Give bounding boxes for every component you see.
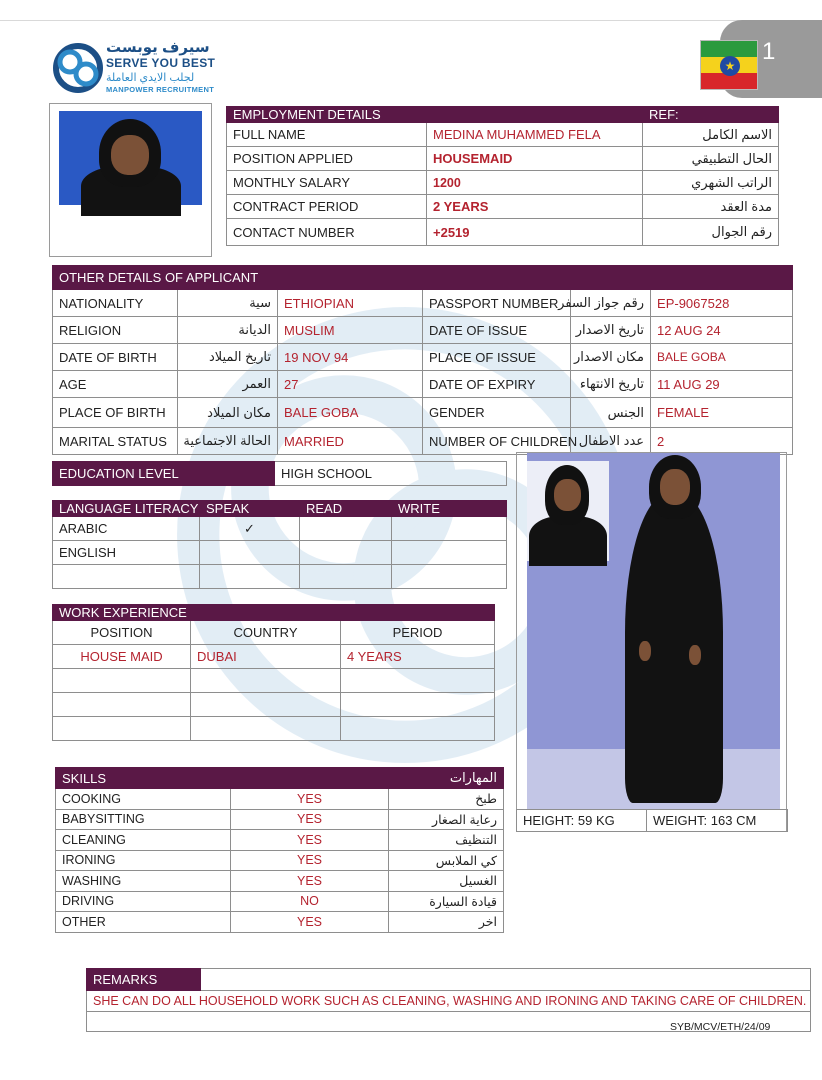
write-cell [392, 541, 507, 565]
ref-label: REF: [643, 107, 779, 123]
expiry-label: DATE OF EXPIRY [423, 371, 571, 398]
skill-value: YES [231, 871, 389, 892]
nationality-ar: سية [178, 290, 278, 317]
skills-header-mid [231, 768, 389, 789]
work-country-header: COUNTRY [191, 621, 341, 645]
skill-name: IRONING [56, 850, 231, 871]
other-details-table [52, 265, 793, 455]
skill-ar: الغسيل [389, 871, 504, 892]
passport-value: EP-9067528 [651, 290, 793, 317]
skill-row [56, 850, 504, 871]
skill-row [56, 912, 504, 933]
nationality-value: ETHIOPIAN [278, 290, 423, 317]
dob-label: DATE OF BIRTH [53, 344, 178, 371]
full-name-value: MEDINA MUHAMMED FELA [427, 123, 643, 147]
footer-code: SYB/MCV/ETH/24/09 [670, 1021, 771, 1033]
skill-ar: رعاية الصغار [389, 809, 504, 830]
weight-value: WEIGHT: 163 CM [647, 810, 788, 832]
religion-ar: الديانة [178, 317, 278, 344]
logo-english-name: SERVE YOU BEST [106, 56, 216, 70]
work-country [191, 693, 341, 717]
skill-name: BABYSITTING [56, 809, 231, 830]
employment-row [227, 147, 779, 171]
work-row [53, 693, 495, 717]
position-value: HOUSEMAID [427, 147, 643, 171]
measurements-table [516, 809, 788, 832]
age-value: 27 [278, 371, 423, 398]
work-period: 4 YEARS [341, 645, 495, 669]
employment-row [227, 171, 779, 195]
skill-ar: اخر [389, 912, 504, 933]
education-value: HIGH SCHOOL [275, 462, 507, 486]
expiry-ar: تاريخ الانتهاء [571, 371, 651, 398]
contact-value: +2519 [427, 219, 643, 246]
other-row [53, 428, 793, 455]
work-row [53, 645, 495, 669]
skill-value: YES [231, 789, 389, 810]
work-experience-table [52, 604, 495, 741]
language-row [53, 565, 507, 589]
read-cell [300, 541, 392, 565]
religion-label: RELIGION [53, 317, 178, 344]
other-row [53, 290, 793, 317]
expiry-value: 11 AUG 29 [651, 371, 793, 398]
full-name-ar: الاسم الكامل [643, 123, 779, 147]
skill-ar: كي الملابس [389, 850, 504, 871]
ethiopia-flag-icon: ★ [700, 40, 758, 90]
skill-row [56, 871, 504, 892]
religion-value: MUSLIM [278, 317, 423, 344]
issue-place-ar: مكان الاصدار [571, 344, 651, 371]
skill-value: NO [231, 891, 389, 912]
skill-value: YES [231, 912, 389, 933]
marital-value: MARRIED [278, 428, 423, 455]
skill-ar: طبخ [389, 789, 504, 810]
read-cell [300, 517, 392, 541]
work-row [53, 717, 495, 741]
issue-place-label: PLACE OF ISSUE [423, 344, 571, 371]
marital-ar: الحالة الاجتماعية [178, 428, 278, 455]
birth-place-label: PLACE OF BIRTH [53, 398, 178, 428]
speak-header: SPEAK [200, 501, 300, 517]
age-ar: العمر [178, 371, 278, 398]
top-divider [0, 20, 822, 21]
other-details-header-right [423, 266, 793, 290]
work-position [53, 693, 191, 717]
full-name-label: FULL NAME [227, 123, 427, 147]
other-details-header: OTHER DETAILS OF APPLICANT [53, 266, 423, 290]
skills-header-ar: المهارات [389, 768, 504, 789]
work-country [191, 717, 341, 741]
contract-label: CONTRACT PERIOD [227, 195, 427, 219]
logo-tagline: MANPOWER RECRUITMENT [106, 85, 215, 94]
speak-cell [200, 541, 300, 565]
skill-name: OTHER [56, 912, 231, 933]
passport-label: PASSPORT NUMBER [423, 290, 571, 317]
employment-row [227, 195, 779, 219]
birth-place-ar: مكان الميلاد [178, 398, 278, 428]
remarks-label: REMARKS [87, 969, 201, 991]
work-period [341, 717, 495, 741]
work-country [191, 669, 341, 693]
language-row [53, 541, 507, 565]
children-value: 2 [651, 428, 793, 455]
work-position: HOUSE MAID [53, 645, 191, 669]
remarks-text: SHE CAN DO ALL HOUSEHOLD WORK SUCH AS CLEANING, WASHING AND IRONING AND TAKING CARE OF CHILDREN. [87, 991, 811, 1012]
work-period [341, 693, 495, 717]
passport-ar: رقم جواز السفر [571, 290, 651, 317]
work-country: DUBAI [191, 645, 341, 669]
work-experience-header: WORK EXPERIENCE [53, 605, 495, 621]
speak-cell [200, 565, 300, 589]
children-ar: عدد الاطفال [571, 428, 651, 455]
language-row [53, 517, 507, 541]
contact-ar: رقم الجوال [643, 219, 779, 246]
other-row [53, 398, 793, 428]
age-label: AGE [53, 371, 178, 398]
company-logo-icon [52, 40, 104, 96]
skill-value: YES [231, 850, 389, 871]
contract-ar: مدة العقد [643, 195, 779, 219]
logo-arabic-name: سيرف يوبست [106, 39, 210, 56]
checkmark-icon: ✓ [200, 517, 300, 541]
language-header: LANGUAGE LITERACY [53, 501, 200, 517]
education-table [52, 461, 507, 486]
other-row [53, 344, 793, 371]
language-name: ENGLISH [53, 541, 200, 565]
logo-arabic-sub: لجلب الايدي العاملة [106, 72, 195, 84]
birth-place-value: BALE GOBA [278, 398, 423, 428]
language-name [53, 565, 200, 589]
skill-row [56, 809, 504, 830]
work-position [53, 669, 191, 693]
nationality-label: NATIONALITY [53, 290, 178, 317]
write-header: WRITE [392, 501, 507, 517]
work-row [53, 669, 495, 693]
marital-label: MARITAL STATUS [53, 428, 178, 455]
language-name: ARABIC [53, 517, 200, 541]
gender-label: GENDER [423, 398, 571, 428]
skill-value: YES [231, 830, 389, 851]
height-value: HEIGHT: 59 KG [517, 810, 647, 832]
employment-row [227, 219, 779, 246]
skill-name: DRIVING [56, 891, 231, 912]
salary-label: MONTHLY SALARY [227, 171, 427, 195]
issue-place-value: BALE GOBA [651, 344, 793, 371]
skill-name: WASHING [56, 871, 231, 892]
employment-row [227, 123, 779, 147]
other-row [53, 371, 793, 398]
skill-ar: قيادة السيارة [389, 891, 504, 912]
work-position [53, 717, 191, 741]
work-period [341, 669, 495, 693]
employment-details-table [226, 106, 779, 246]
full-body-photo [527, 453, 780, 809]
skill-row [56, 891, 504, 912]
gender-ar: الجنس [571, 398, 651, 428]
other-row [53, 317, 793, 344]
write-cell [392, 565, 507, 589]
issue-date-label: DATE OF ISSUE [423, 317, 571, 344]
gender-value: FEMALE [651, 398, 793, 428]
write-cell [392, 517, 507, 541]
position-ar: الحال التطبيقي [643, 147, 779, 171]
employment-header: EMPLOYMENT DETAILS [227, 107, 643, 123]
position-label: POSITION APPLIED [227, 147, 427, 171]
skills-header: SKILLS [56, 768, 231, 789]
skill-value: YES [231, 809, 389, 830]
children-label: NUMBER OF CHILDREN [423, 428, 571, 455]
dob-value: 19 NOV 94 [278, 344, 423, 371]
language-table [52, 500, 507, 589]
salary-value: 1200 [427, 171, 643, 195]
skill-row [56, 789, 504, 810]
contract-value: 2 YEARS [427, 195, 643, 219]
issue-date-ar: تاريخ الاصدار [571, 317, 651, 344]
skill-name: COOKING [56, 789, 231, 810]
work-period-header: PERIOD [341, 621, 495, 645]
issue-date-value: 12 AUG 24 [651, 317, 793, 344]
salary-ar: الراتب الشهري [643, 171, 779, 195]
read-header: READ [300, 501, 392, 517]
skill-row [56, 830, 504, 851]
skill-ar: التنظيف [389, 830, 504, 851]
remarks-header-blank [201, 969, 811, 991]
read-cell [300, 565, 392, 589]
dob-ar: تاريخ الميلاد [178, 344, 278, 371]
education-label: EDUCATION LEVEL [53, 462, 275, 486]
passport-photo [59, 111, 202, 205]
work-position-header: POSITION [53, 621, 191, 645]
skills-table [55, 767, 504, 933]
page-number: 1 [762, 38, 776, 65]
contact-label: CONTACT NUMBER [227, 219, 427, 246]
skill-name: CLEANING [56, 830, 231, 851]
